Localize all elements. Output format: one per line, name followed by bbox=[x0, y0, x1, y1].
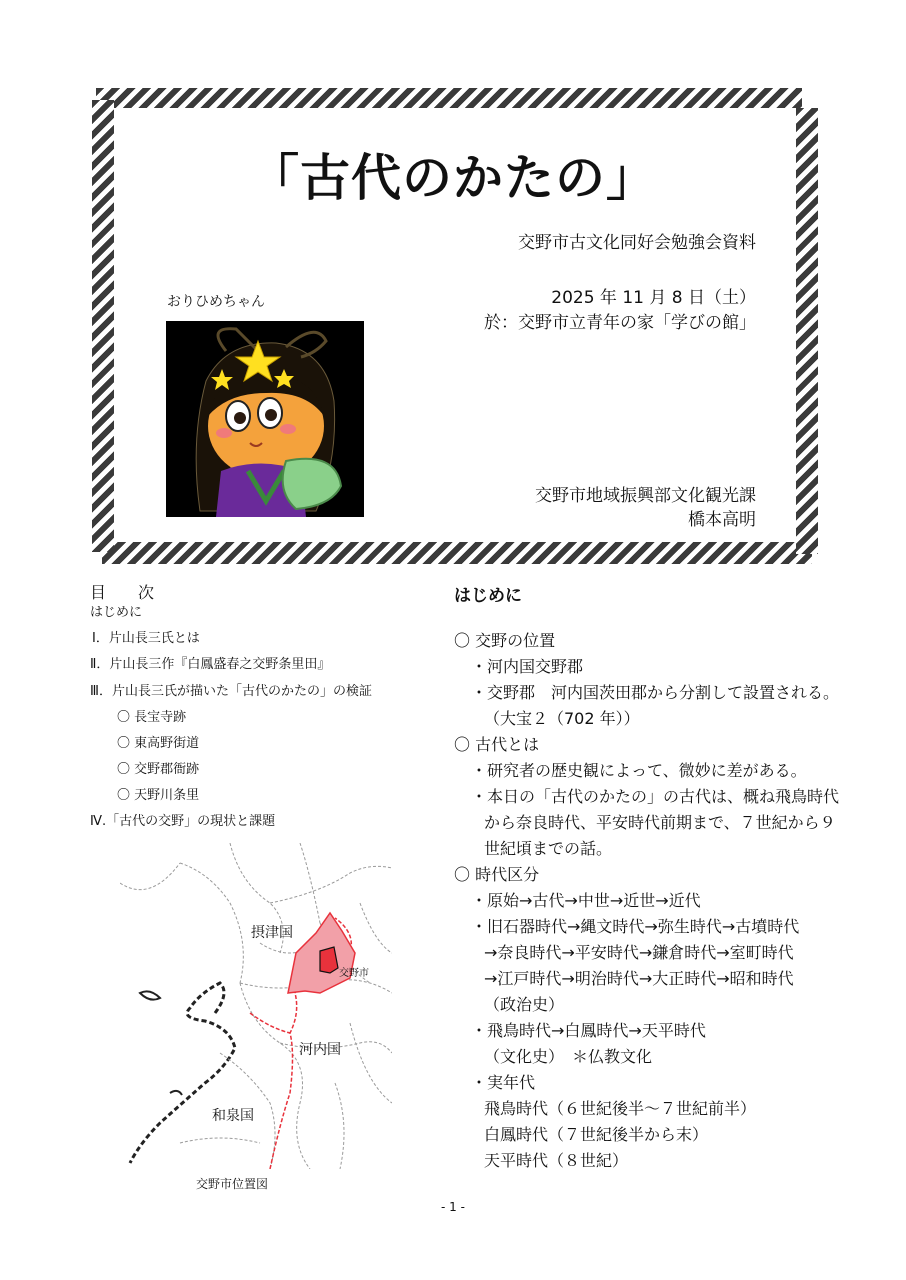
document-title: 「古代のかたの」 bbox=[249, 148, 657, 207]
toc-heading: 目 次 bbox=[90, 583, 155, 602]
intro-line: 天平時代（８世紀） bbox=[484, 1151, 629, 1170]
intro-line: ・交野郡 河内国茨田郡から分割して設置される。 bbox=[471, 683, 840, 702]
intro-line: ・実年代 bbox=[471, 1073, 536, 1092]
location-map bbox=[120, 843, 392, 1169]
title-frame-bottom bbox=[102, 542, 812, 564]
intro-line: →江戸時代→明治時代→大正時代→昭和時代 bbox=[484, 969, 794, 988]
toc-item: Ⅰ．片山長三氏とは bbox=[92, 631, 200, 646]
map-caption: 交野市位置図 bbox=[196, 1177, 269, 1191]
intro-line: 〇 古代とは bbox=[454, 735, 540, 754]
department: 交野市地域振興部文化観光課 bbox=[535, 486, 756, 506]
intro-line: ・河内国交野郡 bbox=[471, 657, 584, 676]
intro-line: （文化史） ＊仏教文化 bbox=[484, 1047, 653, 1066]
intro-line: 世紀頃までの話。 bbox=[484, 839, 613, 858]
map-label-katano: 交野市 bbox=[339, 968, 369, 979]
toc-item: 〇 天野川条里 bbox=[117, 788, 200, 803]
page-number: - 1 - bbox=[441, 1200, 465, 1214]
author: 橋本高明 bbox=[688, 510, 756, 530]
map-label-settsu: 摂津国 bbox=[251, 925, 293, 941]
title-frame-top bbox=[96, 88, 802, 108]
toc-item: 〇 交野郡衙跡 bbox=[117, 762, 200, 777]
toc-item: Ⅱ．片山長三作『白鳳盛春之交野条里田』 bbox=[90, 657, 331, 672]
toc-item: はじめに bbox=[90, 605, 143, 620]
intro-line: ・研究者の歴史観によって、微妙に差がある。 bbox=[471, 761, 807, 780]
intro-line: ・本日の「古代のかたの」の古代は、概ね飛鳥時代 bbox=[471, 787, 840, 806]
intro-line: ・旧石器時代→縄文時代→弥生時代→古墳時代 bbox=[471, 917, 800, 936]
intro-line: （大宝２（702 年）） bbox=[484, 709, 640, 728]
intro-heading: はじめに bbox=[454, 586, 522, 606]
mascot-label: おりひめちゃん bbox=[167, 294, 265, 310]
intro-line: （政治史） bbox=[484, 995, 565, 1014]
toc-item: Ⅳ.「古代の交野」の現状と課題 bbox=[90, 814, 276, 829]
venue: 於：交野市立青年の家「学びの館」 bbox=[484, 313, 756, 333]
toc-item: 〇 東高野街道 bbox=[117, 736, 200, 751]
mascot-image bbox=[166, 321, 364, 517]
organization: 交野市古文化同好会勉強会資料 bbox=[518, 233, 756, 253]
toc-item: 〇 長宝寺跡 bbox=[117, 710, 187, 725]
toc-item: Ⅲ．片山長三氏が描いた「古代のかたの」の検証 bbox=[90, 684, 372, 699]
intro-line: →奈良時代→平安時代→鎌倉時代→室町時代 bbox=[484, 943, 794, 962]
map-label-kawachi: 河内国 bbox=[299, 1042, 341, 1058]
map-label-izumi: 和泉国 bbox=[212, 1108, 254, 1124]
intro-line: 〇 時代区分 bbox=[454, 865, 540, 884]
intro-line: 〇 交野の位置 bbox=[454, 631, 556, 650]
date: 2025 年 11 月 8 日（土） bbox=[551, 288, 756, 308]
intro-line: ・原始→古代→中世→近世→近代 bbox=[471, 891, 701, 910]
intro-line: から奈良時代、平安時代前期まで、７世紀から９ bbox=[484, 813, 836, 832]
intro-line: 飛鳥時代（６世紀後半～７世紀前半） bbox=[484, 1099, 757, 1118]
intro-line: ・飛鳥時代→白鳳時代→天平時代 bbox=[471, 1021, 706, 1040]
intro-line: 白鳳時代（７世紀後半から末） bbox=[484, 1125, 709, 1144]
